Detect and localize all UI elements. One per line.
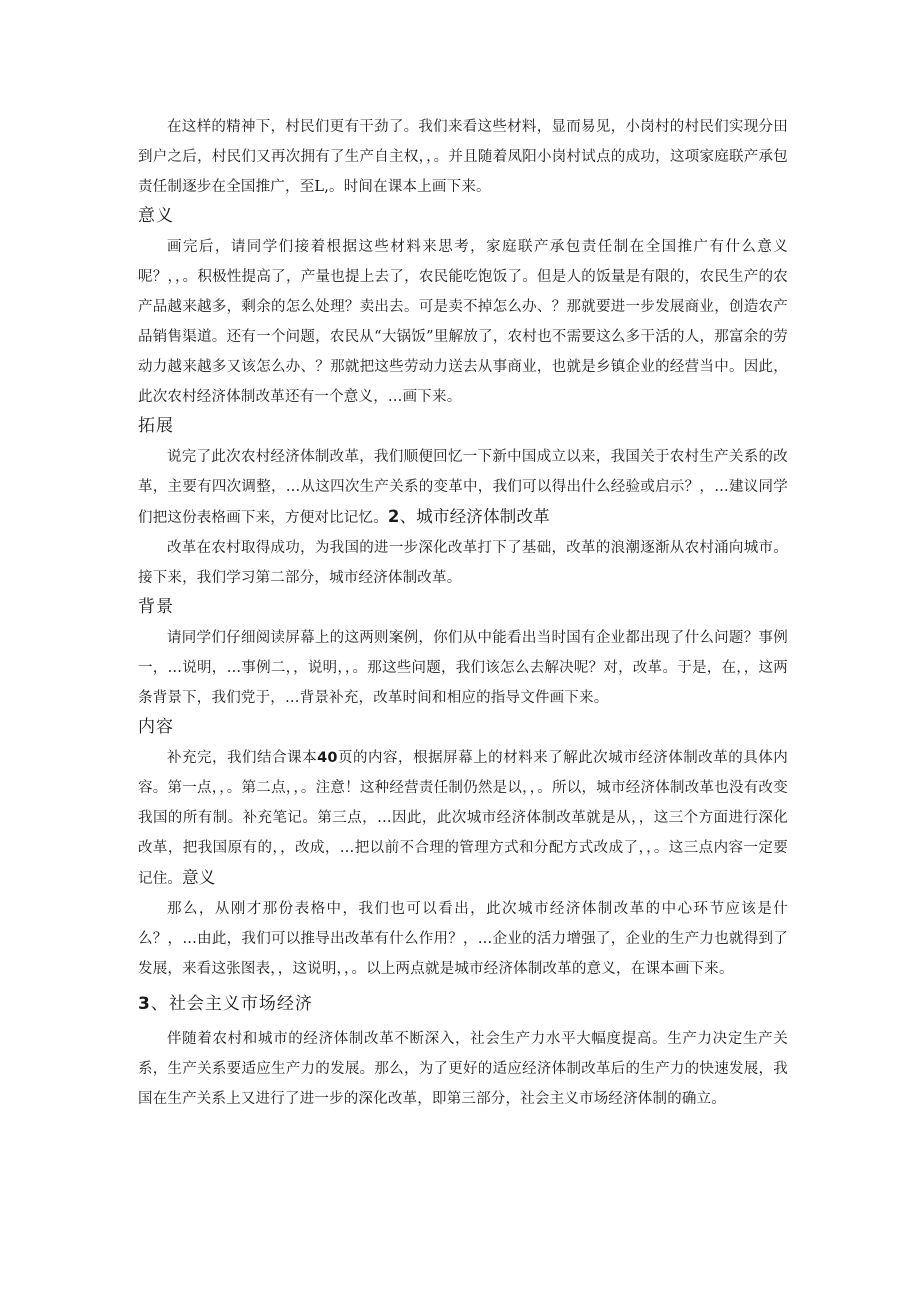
paragraph-city-intro: 改革在农村取得成功，为我国的进一步深化改革打下了基础，改革的浪潮逐渐从农村涌向城市。接下来，我们学习第二部分，城市经济体制改革。 [138, 540, 788, 586]
paragraph-village-spirit: 在这样的精神下，村民们更有干劲了。我们来看这些材料，显而易见，小岗村的村民们实现分田到户之后，村民们又再次拥有了生产自主权，，。并且随着凤阳小岗村试点的成功，这项家庭联产承包责任制逐步在全国推广，至L,。时间在课本上画下来。 [138, 119, 788, 195]
section-3-title: 、社会主义市场经济 [150, 994, 313, 1014]
paragraph-expand-text: 说完了此次农村经济体制改革，我们顺便回忆一下新中国成立以来，我国关于农村生产关系的改革，主要有四次调整，…从这四次生产关系的变革中，我们可以得出什么经验或启示？，…建议同学们把这份表格画下来，方便对比记忆。 [138, 449, 788, 526]
paragraph-content [138, 743, 788, 894]
section-3-heading [138, 990, 788, 1018]
paragraph-content-b: 页的内容，根据屏幕上的材料来了解此次城市经济体制改革的具体内容。第一点，，。第二点，，。注意！这种经营责任制仍然是以，，。所以，城市经济体制改革也没有改变我国的所有制。补充笔记。第三点，…因此，此次城市经济体制改革就是从，，这三个方面进行深化改革，把我国原有的，，改成，…把以前不合理的管理方式和分配方式改成了，，。这三点内容一定要记住。 [138, 750, 789, 887]
paragraph-expand [138, 442, 788, 533]
section-2-number: 2 [387, 507, 400, 526]
section-3-number: 3 [138, 994, 151, 1014]
document-page [138, 112, 788, 1114]
paragraph-rural-meaning: 画完后，请同学们接着根据这些材料来思考，家庭联产承包责任制在全国推广有什么意义呢？，，。积极性提高了，产量也提上去了，农民能吃饱饭了。但是人的饭量是有限的，农民生产的农产品越来越多，剩余的怎么处理？卖出去。可是卖不掉怎么办、？那就要进一步发展商业，创造农产品销售渠道。还有一个问题，农民从“大锅饭”里解放了，农村也不需要这么多干活的人，那富余的劳动力越来越多又该怎么办、？那就把这些劳动力送去从事商业，也就是乡镇企业的经营当中。因此，此次农村经济体制改革还有一个意义，…画下来。 [138, 239, 788, 405]
page-number-ref: 40 [317, 750, 338, 766]
paragraph-city-meaning: 那么，从刚才那份表格中，我们也可以看出，此次城市经济体制改革的中心环节应该是什么？，…由此，我们可以推导出改革有什么作用？，…企业的活力增强了，企业的生产力也就得到了发展，来看这张图表，，这说明，，。以上两点就是城市经济体制改革的意义，在课本画下来。 [138, 901, 788, 977]
heading-background: 背景 [138, 597, 174, 617]
heading-meaning-city: 意义 [182, 868, 216, 887]
paragraph-background: 请同学们仔细阅读屏幕上的这两则案例，你们从中能看出当时国有企业都出现了什么问题？事例一，…说明，…事例二，，说明，，。那这些问题，我们该怎么去解决呢？对，改革。于是，在，，这两条背景下，我们党于，…背景补充，改革时间和相应的指导文件画下来。 [138, 630, 788, 706]
heading-expand: 拓展 [138, 416, 174, 436]
paragraph-market-economy: 伴随着农村和城市的经济体制改革不断深入，社会生产力水平大幅度提高。生产力决定生产关系，生产关系要适应生产力的发展。那么，为了更好的适应经济体制改革后的生产力的快速发展，我国在生产关系上又进行了进一步的深化改革，即第三部分，社会主义市场经济体制的确立。 [138, 1031, 788, 1107]
heading-meaning-rural: 意义 [138, 206, 174, 226]
heading-content: 内容 [138, 717, 174, 737]
section-2-title: 、城市经济体制改革 [399, 507, 550, 526]
paragraph-content-a: 补充完，我们结合课本 [167, 750, 318, 766]
section-2-heading [388, 507, 550, 526]
